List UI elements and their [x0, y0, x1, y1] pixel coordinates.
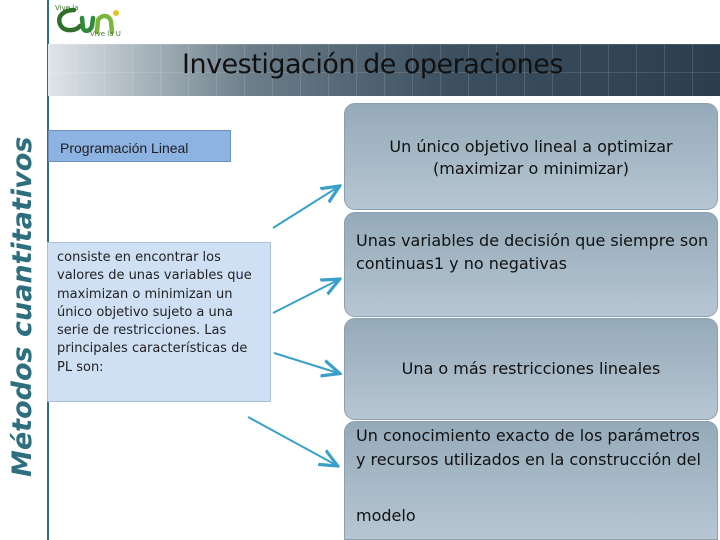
definition-text: consiste en encontrar los valores de unas variables que maximizan o minimizan un único objetivo sujeto a una serie de restricciones. Las principales características de PL son: [47, 242, 271, 402]
characteristic-card [344, 421, 718, 540]
section-title: Métodos cuantitativos [7, 136, 38, 477]
characteristic-text: Una o más restricciones lineales [401, 359, 661, 378]
logo-bottom-text: Vive la U [90, 30, 121, 38]
arrow-to-variables [273, 280, 338, 313]
page-title: Investigación de operaciones [182, 49, 563, 80]
arrow-to-restrictions [274, 353, 338, 373]
characteristic-card [344, 318, 718, 420]
topic-label: Programación Lineal [48, 130, 231, 162]
characteristic-text: Unas variables de decisión que siempre son continuas1 y no negativas [356, 231, 709, 273]
logo-top-text: Vive la [55, 4, 79, 12]
characteristic-text-continued: modelo [356, 506, 416, 525]
characteristic-text: Un conocimiento exacto de los parámetros y recursos utilizados en la construcción del [356, 426, 701, 469]
arrow-to-objective [273, 187, 338, 228]
characteristic-card [344, 212, 718, 317]
characteristic-text: Un único objetivo lineal a optimizar (maximizar o minimizar) [389, 137, 673, 178]
characteristic-card [344, 103, 718, 210]
cun-logo [52, 4, 124, 38]
arrow-to-parameters [248, 417, 336, 465]
